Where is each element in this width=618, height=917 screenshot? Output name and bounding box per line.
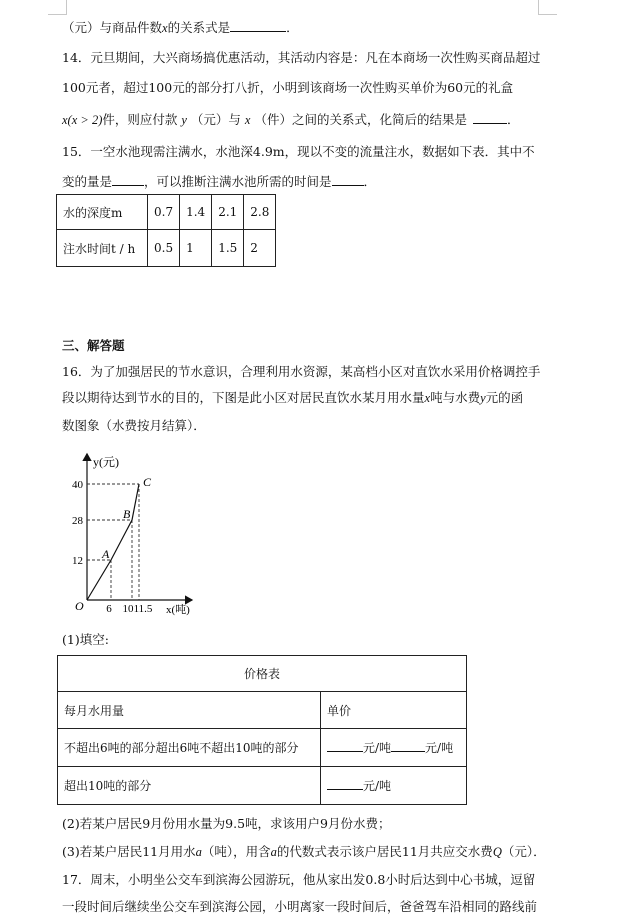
price-table-header: 每月水用量 <box>58 692 321 729</box>
answer-blank[interactable] <box>112 185 144 186</box>
chart-marks <box>72 475 153 615</box>
answer-blank[interactable] <box>327 751 363 752</box>
price-table-header: 单价 <box>321 692 467 729</box>
q15-line1: 15．一空水池现需注满水，水池深4.9m，现以不变的流量注水，数据如下表．其中不 <box>62 144 535 159</box>
price-table-cell: 元/吨 <box>321 767 467 805</box>
q16-line2: 段以期待达到节水的目的，下图是此小区对居民直饮水某月用水量x吨与水费y元的函 <box>62 390 524 405</box>
q15-line2: 变的量是 ，可以推断注满水池所需的时间是 ． <box>62 174 377 189</box>
answer-blank[interactable] <box>327 789 363 790</box>
point-label: C <box>143 475 152 489</box>
price-table-cell: 元/吨 元/吨 <box>321 729 467 767</box>
price-table-cell: 超出10吨的部分 <box>58 767 321 805</box>
q17-line2: 一段时间后继续坐公交车到滨海公园，小明离家一段时间后，爸爸驾车沿相同的路线前 <box>62 899 538 914</box>
section-heading: 三、解答题 <box>62 338 125 353</box>
price-table <box>57 655 467 805</box>
answer-blank[interactable] <box>332 185 364 186</box>
origin-label: O <box>75 599 84 613</box>
table-cell: 注水时间t / h <box>57 230 148 267</box>
water-data-table <box>56 194 276 267</box>
x-tick-label: 10 <box>122 603 134 615</box>
page-corner-left <box>48 0 67 15</box>
table-cell: 0.5 <box>148 230 180 267</box>
q16-part3: (3)若某户居民11月用水a（吨），用含a的代数式表示该户居民11月共应交水费Q（元）． <box>62 844 546 859</box>
y-axis-label: y(元) <box>93 455 119 469</box>
answer-blank[interactable] <box>391 751 425 752</box>
table-cell: 1.5 <box>212 230 244 267</box>
x-axis-label: x(吨) <box>166 604 190 616</box>
point-label: B <box>123 507 131 521</box>
function-line <box>87 484 139 600</box>
table-cell: 2.1 <box>212 195 244 230</box>
price-table-cell: 不超出6吨的部分超出6吨不超出10吨的部分 <box>58 729 321 767</box>
point-label: A <box>102 547 110 561</box>
function-graph <box>60 448 220 623</box>
table-cell: 0.7 <box>148 195 180 230</box>
q14-line1: 14．元旦期间，大兴商场搞优惠活动，其活动内容是：凡在本商场一次性购买商品超过 <box>62 50 541 65</box>
y-tick-label: 40 <box>72 479 83 491</box>
answer-blank[interactable] <box>473 123 507 124</box>
table-cell: 2 <box>244 230 276 267</box>
q16-part2: (2)若某户居民9月份用水量为9.5吨，求该用户9月份水费； <box>62 816 391 831</box>
q14-line2: 100元者，超过100元的部分打八折，小明到该商场一次性购买单价为60元的礼盒 <box>62 80 514 95</box>
table-cell: 1 <box>180 230 212 267</box>
guide-lines <box>87 484 139 600</box>
y-tick-label: 28 <box>72 515 83 527</box>
q16-line1: 16．为了加强居民的节水意识，合理利用水资源，某高档小区对直饮水采用价格调控手 <box>62 364 541 379</box>
y-tick-label: 12 <box>72 555 83 567</box>
fill-in-label: (1)填空: <box>62 632 109 647</box>
q14-line3: x(x > 2)件，则应付款 y （元）与 x （件）之间的关系式，化简后的结果是 ． <box>62 112 520 127</box>
answer-blank[interactable] <box>230 31 286 32</box>
x-tick-label: 6 <box>106 603 112 615</box>
page-corner-right <box>538 0 557 15</box>
table-cell: 1.4 <box>180 195 212 230</box>
x-tick-label: 11.5 <box>133 603 153 615</box>
q17-line1: 17．周末，小明坐公交车到滨海公园游玩，他从家出发0.8小时后达到中心书城，逗留 <box>62 872 536 887</box>
q13-tail: （元）与商品件数x的关系式是 ． <box>62 20 299 35</box>
price-table-title: 价格表 <box>58 656 467 692</box>
table-cell: 2.8 <box>244 195 276 230</box>
q16-line3: 数图象（水费按月结算）． <box>62 418 206 433</box>
table-cell: 水的深度m <box>57 195 148 230</box>
